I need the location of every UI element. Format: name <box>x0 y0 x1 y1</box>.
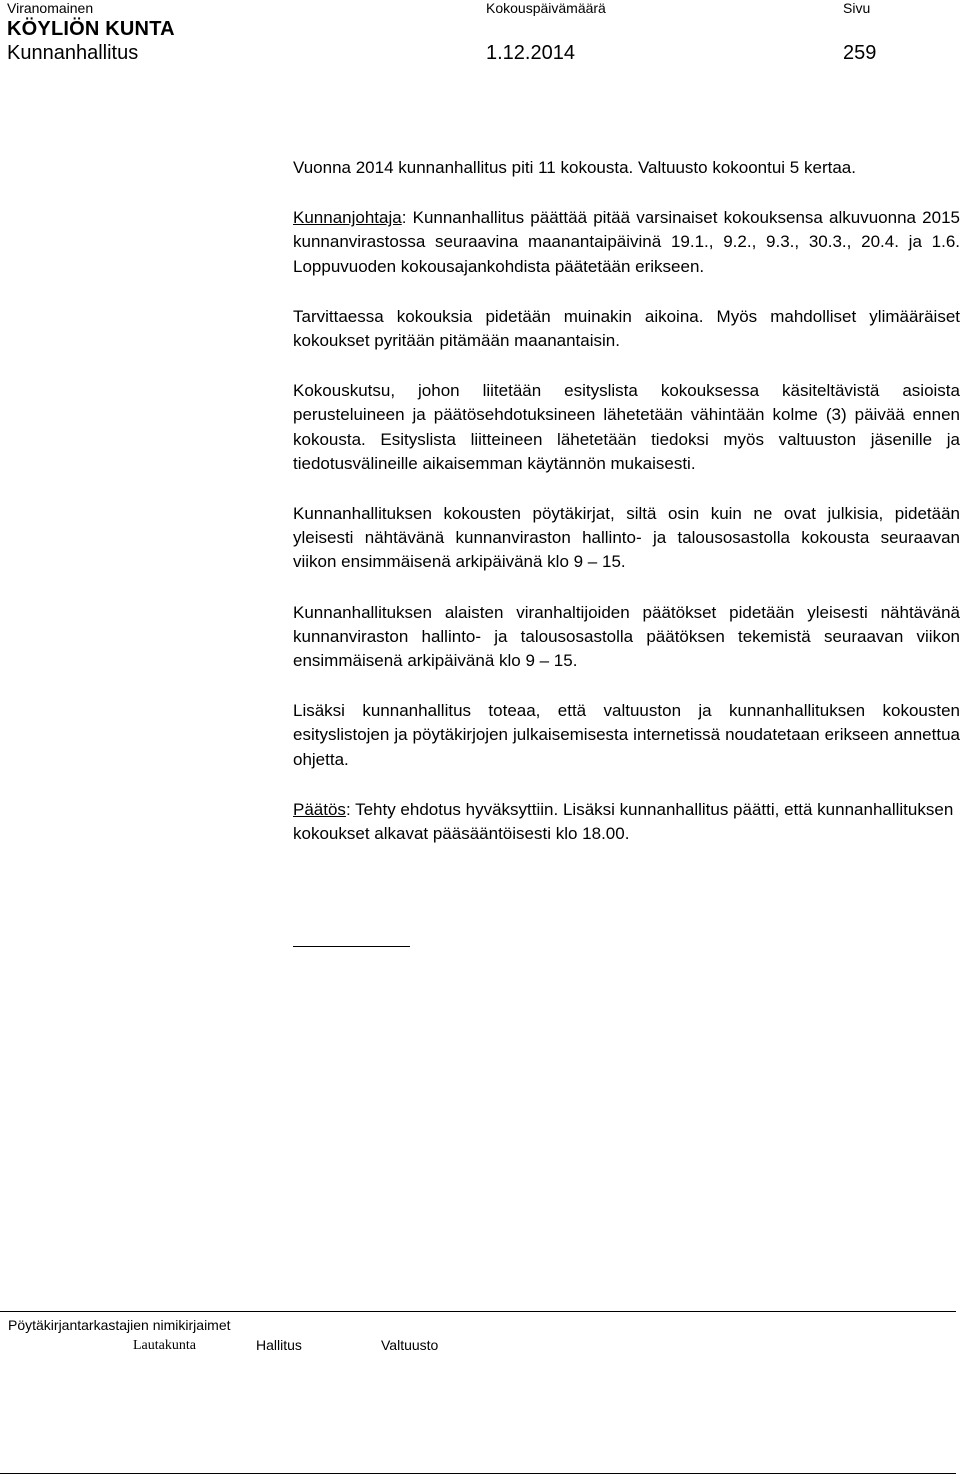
paragraph-internet-publication: Lisäksi kunnanhallitus toteaa, että valtuuston ja kunnanhallituksen kokousten esityslistojen ja pöytäkirjojen julkaisemisesta internetissä noudatetaan erikseen annettua ohjetta. <box>293 701 960 769</box>
proposal-lead-label: Kunnanjohtaja <box>293 208 402 228</box>
footer-col-council: Valtuusto <box>381 1337 439 1353</box>
header-organization: KÖYLIÖN KUNTA <box>7 18 175 40</box>
footer-bottom-line <box>0 1473 956 1474</box>
header-label-authority: Viranomainen <box>7 0 94 16</box>
decision-lead-label: Päätös <box>293 799 346 819</box>
header-authority: Kunnanhallitus <box>7 42 139 64</box>
section-end-rule <box>293 946 410 947</box>
footer-title: Pöytäkirjantarkastajien nimikirjaimet <box>8 1317 231 1333</box>
paragraph-invitation: Kokouskutsu, johon liitetään esityslista kokouksessa käsiteltävistä asioista perusteluineen ja päätösehdotuksineen lähetetään vähintään kolme (3) päivää ennen kokousta. Esityslista liitteineen lähetetään tiedoksi myös valtuuston jäsenille ja tiedotusvälineille aikaisemman käytännön mukaisesti. <box>293 381 960 473</box>
footer-col-board: Lautakunta <box>133 1338 196 1353</box>
header-label-page: Sivu <box>843 0 871 16</box>
paragraph-extra-meetings: Tarvittaessa kokouksia pidetään muinakin aikoina. Myös mahdolliset ylimääräiset kokoukset pyritään pitämään maanantaisin. <box>293 306 960 351</box>
paragraph-minutes-availability: Kunnanhallituksen kokousten pöytäkirjat, siltä osin kuin ne ovat julkisia, pidetään yleisesti nähtävänä kunnanviraston hallinto- ja talousosastolla kokousta seuraavan viikon ensimmäisenä arkipäivänä klo 9 – 15. <box>293 504 960 572</box>
header-date: 1.12.2014 <box>486 42 575 64</box>
minutes-body <box>293 156 960 872</box>
header-label-date: Kokouspäivämäärä <box>486 0 606 16</box>
paragraph-proposal <box>293 206 960 279</box>
decision-text: : Tehty ehdotus hyväksyttiin. Lisäksi kunnanhallitus päätti, että kunnanhallituksen kokoukset alkavat pääsääntöisesti klo 18.00. <box>293 799 954 844</box>
footer-col-government: Hallitus <box>256 1337 302 1353</box>
paragraph-official-decisions: Kunnanhallituksen alaisten viranhaltijoiden päätökset pidetään yleisesti nähtävänä kunnanviraston hallinto- ja talousosastolla päätöksen tekemistä seuraavan viikon ensimmäisenä arkipäivänä klo 9 – 15. <box>293 602 960 671</box>
proposal-text: : Kunnanhallitus päättää pitää varsinaiset kokouksensa alkuvuonna 2015 kunnanvirastossa seuraavina maanantaipäivinä 19.1., 9.2., 9.3., 30.3., 20.4. ja 1.6. Loppuvuoden kokousajankohdista päätetään erikseen. <box>293 208 960 276</box>
paragraph-decision <box>293 798 960 846</box>
paragraph-meeting-count: Vuonna 2014 kunnanhallitus piti 11 kokousta. Valtuusto kokoontui 5 kertaa. <box>293 158 856 177</box>
header-page-number: 259 <box>843 42 877 64</box>
footer-divider <box>0 1311 956 1312</box>
